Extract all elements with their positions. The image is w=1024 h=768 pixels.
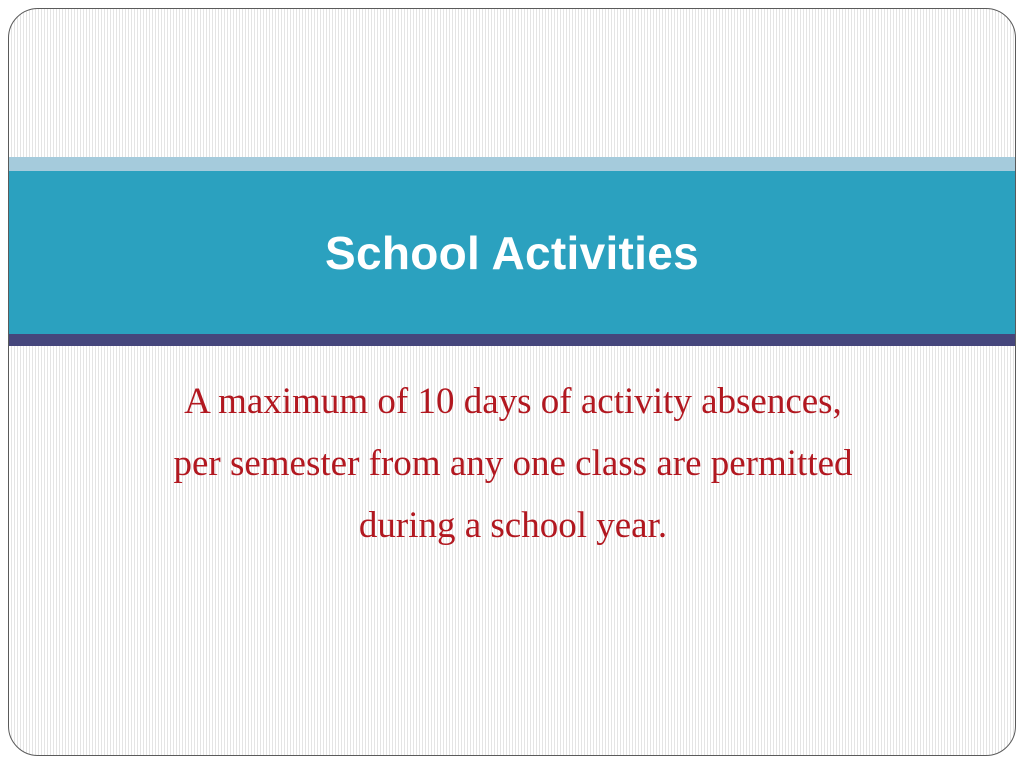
slide-title: School Activities [324, 226, 700, 279]
slide-body-text: A maximum of 10 days of activity absences, per semester from any one class are permitted during a school year. [173, 381, 853, 546]
slide-frame [8, 8, 1016, 756]
title-band-top-stripe [9, 157, 1015, 171]
title-band-bottom-stripe [9, 334, 1015, 346]
